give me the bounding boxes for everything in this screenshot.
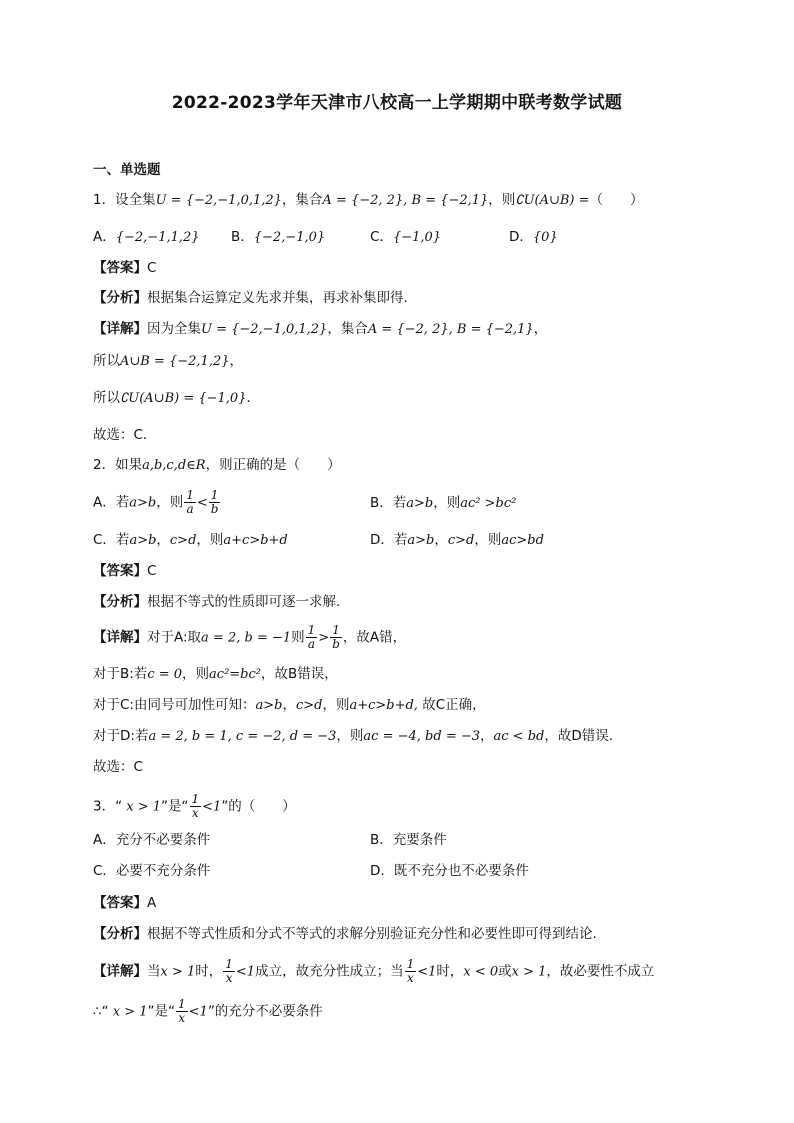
fraction [306, 624, 318, 651]
q3-option-c[interactable]: C．必要不充分条件 [93, 863, 211, 879]
fraction [223, 958, 235, 985]
q2-conclusion: 故选：C [93, 759, 143, 775]
detail-text: ， [282, 697, 296, 713]
fraction-denominator: x [191, 806, 199, 820]
detail-math: A = {−2, 2}, B = {−2,1} [367, 322, 534, 337]
fraction-numerator: 1 [225, 957, 233, 971]
fraction-numerator: 1 [406, 957, 415, 971]
q1-option-a[interactable] [93, 227, 200, 248]
q3-stem-text: 3．“ [93, 798, 123, 815]
fraction-denominator: x [225, 971, 233, 985]
detail-math: ∁U(A∪B) = {−1,0} [120, 391, 247, 406]
fraction-denominator: x [178, 1011, 186, 1025]
answer-tag: 【答案】 [93, 895, 147, 911]
q1-stem-bracket: （ ） [589, 192, 644, 208]
detail-math: x > 1 [160, 964, 196, 980]
q3-answer [93, 893, 156, 913]
q3-option-d[interactable]: D．既不充分也不必要条件 [370, 863, 529, 879]
q2-detail-d [93, 726, 613, 747]
q1-option-b[interactable] [231, 227, 325, 248]
q1-complement-expr: ∁U(A∪B) = [515, 193, 590, 208]
q3-detail [93, 958, 654, 985]
answer-value: C [147, 563, 157, 579]
detail-text: ，则 [322, 697, 350, 713]
fraction [330, 624, 342, 651]
q1-analysis [93, 288, 417, 308]
detail-text: 时， [436, 963, 464, 980]
option-label: C． [370, 229, 393, 245]
q1-stem-text: ，集合 [281, 192, 323, 208]
option-text: ，则 [196, 532, 224, 548]
option-math: a+c>b+d [223, 533, 288, 548]
relation: <1 [235, 964, 256, 980]
option-label: D．若 [370, 532, 408, 548]
q2-detail-c [93, 695, 486, 716]
fraction [405, 958, 417, 985]
analysis-tag: 【分析】 [93, 290, 147, 306]
detail-text: 因为全集 [147, 321, 201, 337]
q1-answer [93, 258, 156, 278]
fraction-numerator: 1 [191, 792, 200, 806]
q1-detail-line-3 [93, 388, 260, 409]
relation: <1 [417, 964, 437, 980]
detail-math: a+c>b+d, [349, 698, 418, 713]
detail-text: ，集合 [327, 321, 368, 337]
question-2-stem [93, 455, 341, 476]
fraction-denominator: a [307, 637, 316, 651]
option-value: {0} [532, 230, 558, 245]
q1-stem-text: 1．设全集 [93, 192, 156, 208]
analysis-text: 根据不等式性质和分式不等式的求解分别验证充分性和必要性即可得到结论. [147, 926, 597, 942]
detail-math: x < 0 [463, 964, 499, 980]
detail-math: U = {−2,−1,0,1,2} [201, 322, 328, 337]
detail-math: ac²=bc² [209, 667, 261, 682]
option-text: ，则 [433, 495, 461, 511]
relation: <1 [188, 1004, 208, 1020]
page-title: 2022-2023学年天津市八校高一上学期期中联考数学试题 [171, 93, 623, 113]
detail-text: ，故A错， [342, 629, 407, 646]
option-text: ， [156, 532, 170, 548]
analysis-tag: 【分析】 [93, 926, 147, 942]
fraction-denominator: b [210, 502, 219, 516]
detail-text: 对于A:取 [147, 629, 202, 646]
q1-stem-text: ，则 [488, 192, 516, 208]
q3-stem-math: x > 1 [122, 799, 161, 815]
section-heading: 一、单选题 [93, 162, 161, 178]
detail-math: A∪B = {−2,1,2} [120, 354, 230, 369]
detail-text: ，则 [182, 666, 210, 682]
detail-text: 当 [147, 963, 161, 980]
q3-conclusion [93, 998, 323, 1025]
fraction-numerator: 1 [307, 623, 316, 637]
answer-value: A [147, 895, 157, 911]
q2-option-d[interactable] [370, 530, 544, 551]
detail-text: 故C正确， [417, 697, 486, 713]
question-3-stem [93, 793, 296, 820]
fraction-denominator: b [332, 637, 340, 651]
question-1-options [0, 227, 794, 247]
analysis-text: 根据集合运算定义先求并集，再求补集即得． [147, 290, 417, 306]
q2-option-c[interactable] [93, 530, 288, 551]
detail-text: 对于B:若 [93, 666, 148, 682]
fraction [176, 998, 188, 1025]
option-label: A．若 [93, 494, 130, 511]
detail-text: 时， [195, 963, 223, 980]
fraction [184, 489, 196, 516]
fraction-numerator: 1 [186, 488, 194, 502]
detail-math: ac = −4, bd = −3 [363, 729, 481, 744]
q1-detail-line-2 [93, 351, 243, 372]
q3-stem-text: ”的（ ） [221, 798, 296, 815]
fraction-numerator: 1 [332, 623, 340, 637]
detail-math: a = 2, b = −1 [201, 630, 292, 646]
q2-option-a[interactable] [93, 489, 221, 516]
detail-text: ， [533, 321, 548, 337]
q2-detail-b [93, 664, 338, 685]
relation: > [318, 630, 330, 646]
q2-stem-math: a,b,c,d∈R [142, 458, 206, 473]
option-value: {−1,0} [392, 230, 442, 245]
question-1-stem [93, 190, 644, 211]
q2-stem-text: ，则正确的是（ ） [205, 457, 341, 473]
detail-text: 所以 [93, 390, 120, 406]
detail-text: ∴“ [93, 1003, 109, 1020]
q1-option-d[interactable] [509, 227, 558, 248]
option-math: ac² >bc² [460, 496, 517, 511]
option-math: a>b [129, 495, 157, 511]
relation: < [196, 495, 208, 511]
option-math: a>b [407, 533, 435, 548]
detail-math: a = 2, b = 1, c = −2, d = −3 [148, 729, 337, 744]
option-label: D． [509, 229, 533, 245]
option-math: a>b [406, 496, 434, 511]
option-label: A． [93, 229, 116, 245]
analysis-tag: 【分析】 [93, 594, 147, 610]
option-math: a>b [129, 533, 157, 548]
detail-text: ， [480, 728, 494, 744]
detail-text: ，故必要性不成立 [546, 963, 655, 980]
q1-universal-set: U = {−2,−1,0,1,2} [155, 193, 282, 208]
detail-math: c = 0 [147, 667, 183, 682]
detail-text: 成立，故充分性成立；当 [255, 963, 404, 980]
fraction-denominator: a [186, 502, 194, 516]
q1-detail [93, 319, 547, 340]
detail-text: ，故B错误， [260, 666, 338, 682]
detail-tag: 【详解】 [93, 963, 147, 980]
q2-answer [93, 561, 156, 581]
q2-analysis [93, 592, 340, 612]
q1-conclusion: 故选：C． [93, 427, 157, 443]
option-text: ，则 [474, 532, 502, 548]
q2-detail-a [93, 624, 406, 651]
option-text: ， [434, 532, 448, 548]
option-value: {−2,−1,1,2} [115, 230, 200, 245]
analysis-text: 根据不等式的性质即可逐一求解. [147, 594, 341, 610]
q3-option-b[interactable]: B．充要条件 [370, 832, 447, 848]
q3-option-a[interactable]: A．充分不必要条件 [93, 832, 211, 848]
detail-math: a>b [255, 698, 283, 713]
fraction [209, 489, 221, 516]
option-label: C．若 [93, 532, 130, 548]
detail-tag: 【详解】 [93, 321, 147, 337]
q2-stem-text: 2．如果 [93, 457, 143, 473]
answer-value: C [147, 260, 157, 276]
q2-option-b[interactable] [370, 493, 516, 514]
detail-text: ，故D错误. [544, 728, 614, 744]
detail-text: 所以 [93, 353, 120, 369]
q1-sets-ab: A = {−2, 2}, B = {−2,1} [322, 193, 489, 208]
detail-math: x > 1 [511, 964, 547, 980]
option-math: c>d [169, 533, 197, 548]
detail-math: x > 1 [108, 1004, 148, 1020]
option-label: B． [231, 229, 254, 245]
detail-math: c>d [295, 698, 323, 713]
q3-analysis [93, 924, 597, 944]
fraction [190, 793, 202, 820]
detail-text: ，则 [336, 728, 364, 744]
detail-text: 则 [291, 629, 305, 646]
option-math: c>d [447, 533, 475, 548]
option-label: B．若 [370, 495, 407, 511]
option-math: ac>bd [501, 533, 544, 548]
fraction-numerator: 1 [210, 488, 219, 502]
option-text: ，则 [156, 494, 184, 511]
detail-tag: 【详解】 [93, 629, 147, 646]
option-value: {−2,−1,0} [253, 230, 326, 245]
detail-text: ”是“ [147, 1003, 175, 1020]
detail-text: 对于C:由同号可加性可知： [93, 697, 256, 713]
detail-text: ． [246, 390, 260, 406]
detail-text: ， [229, 353, 244, 369]
answer-tag: 【答案】 [93, 563, 147, 579]
detail-text: 对于D:若 [93, 728, 149, 744]
q3-stem-text: ”是“ [161, 798, 189, 815]
relation: <1 [202, 799, 222, 815]
answer-tag: 【答案】 [93, 260, 147, 276]
detail-text: ”的充分不必要条件 [207, 1003, 323, 1020]
fraction-numerator: 1 [178, 997, 186, 1011]
detail-text: 或 [498, 963, 512, 980]
q1-option-c[interactable] [370, 227, 441, 248]
fraction-denominator: x [407, 971, 414, 985]
detail-math: ac < bd [493, 729, 545, 744]
